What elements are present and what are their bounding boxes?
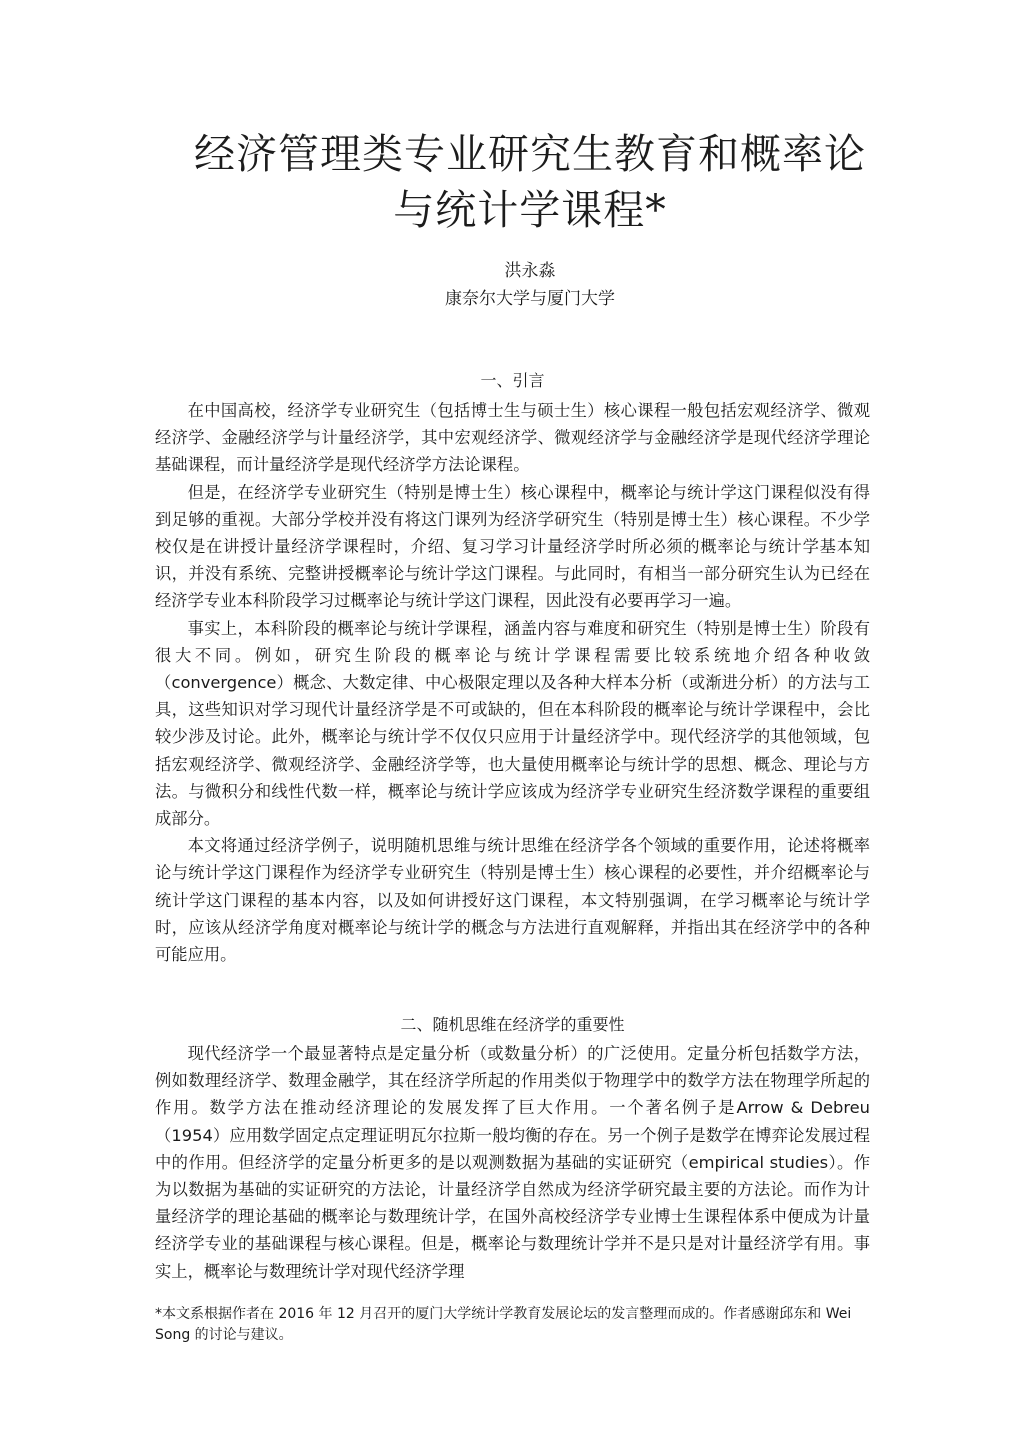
section-1-body — [155, 397, 870, 968]
paragraph: 现代经济学一个最显著特点是定量分析（或数量分析）的广泛使用。定量分析包括数学方法，例如数理经济学、数理金融学，其在经济学所起的作用类似于物理学中的数学方法在物理学所起的作用。数学方法在推动经济理论的发展发挥了巨大作用。一个著名例子是Arrow & Debreu（1954）应用数学固定点定理证明瓦尔拉斯一般均衡的存在。另一个例子是数学在博弈论发展过程中的作用。但经济学的定量分析更多的是以观测数据为基础的实证研究（empirical studies）。作为以数据为基础的实证研究的方法论，计量经济学自然成为经济学研究最主要的方法论。而作为计量经济学的理论基础的概率论与数理统计学，在国外高校经济学专业博士生课程体系中便成为计量经济学专业的基础课程与核心课程。但是，概率论与数理统计学并不是只是对计量经济学有用。事实上，概率论与数理统计学对现代经济学理 — [155, 1044, 870, 1281]
author-affiliation: 康奈尔大学与厦门大学 — [445, 289, 615, 309]
section-2-heading: 二、随机思维在经济学的重要性 — [400, 1015, 625, 1034]
title-line-1: 经济管理类专业研究生教育和概率论 — [194, 130, 866, 178]
author-name: 洪永淼 — [504, 261, 556, 281]
paragraph: 本文将通过经济学例子，说明随机思维与统计思维在经济学各个领域的重要作用，论述将概率论与统计学这门课程作为经济学专业研究生（特别是博士生）核心课程的必要性，并介绍概率论与统计学这门课程的基本内容，以及如何讲授好这门课程，本文特别强调，在学习概率论与统计学时，应该从经济学角度对概率论与统计学的概念与方法进行直观解释，并指出其在经济学中的各种可能应用。 — [155, 836, 870, 965]
title-line-2: 与统计学课程* — [393, 186, 667, 234]
section-1-heading: 一、引言 — [480, 371, 545, 390]
paragraph: 但是，在经济学专业研究生（特别是博士生）核心课程中，概率论与统计学这门课程似没有得到足够的重视。大部分学校并没有将这门课列为经济学研究生（特别是博士生）核心课程。不少学校仅是在讲授计量经济学课程时，介绍、复习学习计量经济学时所必须的概率论与统计学基本知识，并没有系统、完整讲授概率论与统计学这门课程。与此同时，有相当一部分研究生认为已经在经济学专业本科阶段学习过概率论与统计学这门课程，因此没有必要再学习一遍。 — [155, 482, 870, 611]
paragraph: 事实上，本科阶段的概率论与统计学课程，涵盖内容与难度和研究生（特别是博士生）阶段有很大不同。例如，研究生阶段的概率论与统计学课程需要比较系统地介绍各种收敛（convergence）概念、大数定律、中心极限定理以及各种大样本分析（或渐进分析）的方法与工具，这些知识对学习现代计量经济学是不可或缺的，但在本科阶段的概率论与统计学课程中，会比较少涉及讨论。此外，概率论与统计学不仅仅只应用于计量经济学中。现代经济学的其他领域，包括宏观经济学、微观经济学、金融经济学等，也大量使用概率论与统计学的思想、概念、理论与方法。与微积分和线性代数一样，概率论与统计学应该成为经济学专业研究生经济数学课程的重要组成部分。 — [155, 618, 870, 829]
paper-title — [150, 126, 910, 238]
paragraph: 在中国高校，经济学专业研究生（包括博士生与硕士生）核心课程一般包括宏观经济学、微观经济学、金融经济学与计量经济学，其中宏观经济学、微观经济学与金融经济学是现代经济学理论基础课程，而计量经济学是现代经济学方法论课程。 — [155, 401, 870, 475]
footnote: *本文系根据作者在 2016 年 12 月召开的厦门大学统计学教育发展论坛的发言整理而成的。作者感谢邱东和 Wei Song 的讨论与建议。 — [155, 1306, 852, 1343]
section-2-body — [155, 1040, 870, 1285]
